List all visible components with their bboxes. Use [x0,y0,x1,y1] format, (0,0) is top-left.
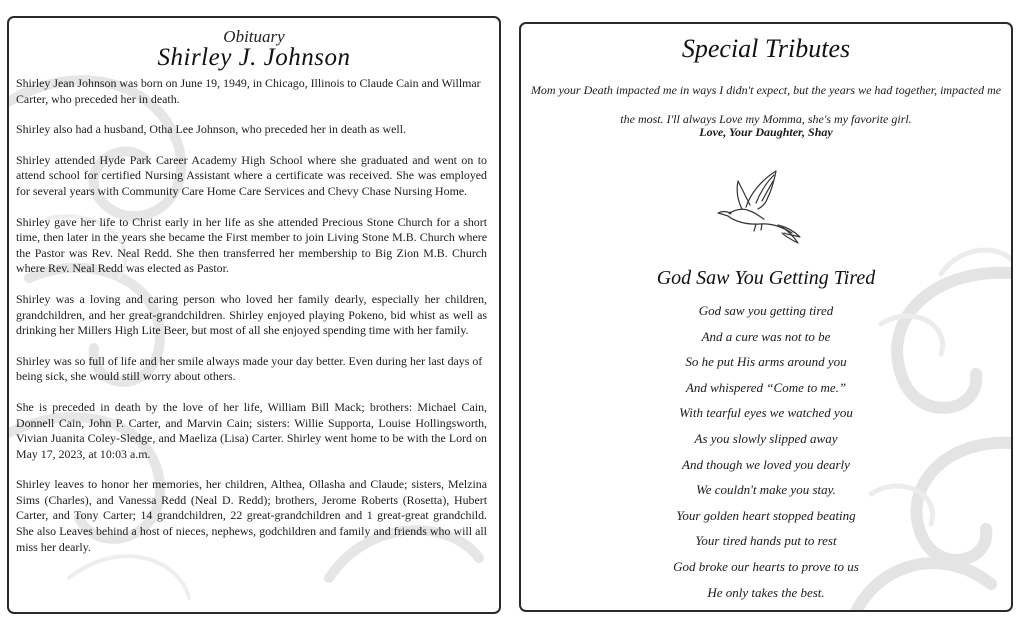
poem-line: As you slowly slipped away [694,430,838,446]
tributes-panel [519,22,1013,612]
obituary-paragraph: Shirley Jean Johnson was born on June 19, 1949, in Chicago, Illinois to Claude Cain and Willmar Carter, who preceded her in death. [16,76,481,106]
obituary-paragraph: Shirley leaves to honor her memories, her children, Althea, Ollasha and Claude; sisters, Melzina Sims (Charles), and Vanessa Redd (Neal D. Redd); brothers, Jerome Roberts (Rosetta), Hubert Carter, and Tony Carter; 14 grandchildren, 22 great-grandchildren and 1 great-great grandchild. She also Leaves behind a host of nieces, nephews, godchildren and family and friends who will all miss her dearly. [16,477,487,554]
poem-line: With tearful eyes we watched you [679,405,853,421]
poem-line: He only takes the best. [707,584,825,600]
obituary-paragraph: Shirley was a loving and caring person who loved her family dearly, especially her children, grandchildren, and her great-grandchildren. Shirley enjoyed playing Pokeno, bid whist as well as drinking her Millers High Lite Beer, but most of all she enjoyed spending time with her family. [16,291,487,338]
obituary-paragraph: Shirley attended Hyde Park Career Academy High School where she graduated and went on to attend school for certified Nursing Assistant where a certificate was received. She was employed for several years with Community Care Home Care Services and Chevy Chase Nursing Home. [16,152,487,198]
obituary-paragraph: Shirley also had a husband, Otha Lee Johnson, who preceded her in death as well. [16,122,406,137]
obituary-paragraph: Shirley gave her life to Christ early in her life as she attended Precious Stone Church for a short time, then later in the years she became the First member to join Living Stone M.B. Church where the Pastor was Rev. Neal Redd. She then transferred her membership to Big Zion M.B. Church where Rev. Neal Redd was elected as Pastor. [16,214,487,276]
tribute-signature: Love, Your Daughter, Shay [699,125,833,139]
poem-line: And whispered “Come to me.” [685,379,847,395]
obituary-label: Obituary [223,27,285,46]
poem-line: Your golden heart stopped beating [676,507,856,523]
obituary-paragraph: She is preceded in death by the love of her life, William Bill Mack; brothers: Michael Cain, Donnell Cain, John P. Carter, and Marvin Cain; sisters: Willie Supporta, Louise Hollingsworth, Vivian Juanita Coley-Sledge, and Maeliza (Lisa) Carter. Shirley went home to be with the Lord on May 17, 2023, at 10:03 a.m. [16,399,487,461]
obituary-paragraph: Shirley was so full of life and her smile always made your day better. Even during her last days of being sick, she would still worry about others. [16,353,483,384]
obituary-body [16,76,487,570]
tributes-title: Special Tributes [681,34,851,63]
poem-line: And though we loved you dearly [682,456,850,472]
poem-line: God saw you getting tired [698,303,834,318]
poem-line: And a cure was not to be [701,328,831,344]
dove-icon [716,167,802,252]
poem [521,298,1011,605]
obituary-panel [7,16,501,614]
deceased-name: Shirley J. Johnson [157,44,351,71]
poem-title: God Saw You Getting Tired [656,267,876,289]
tribute-message: Mom your Death impacted me in ways I didn't expect, but the years we had together, impacted me the most. I'll always Love my Momma, she's my favorite girl. [530,83,1002,126]
poem-line: So he put His arms around you [685,354,847,370]
poem-line: God broke our hearts to prove to us [673,558,859,574]
poem-line: Your tired hands put to rest [695,533,837,549]
poem-line: We couldn't make you stay. [696,482,836,498]
